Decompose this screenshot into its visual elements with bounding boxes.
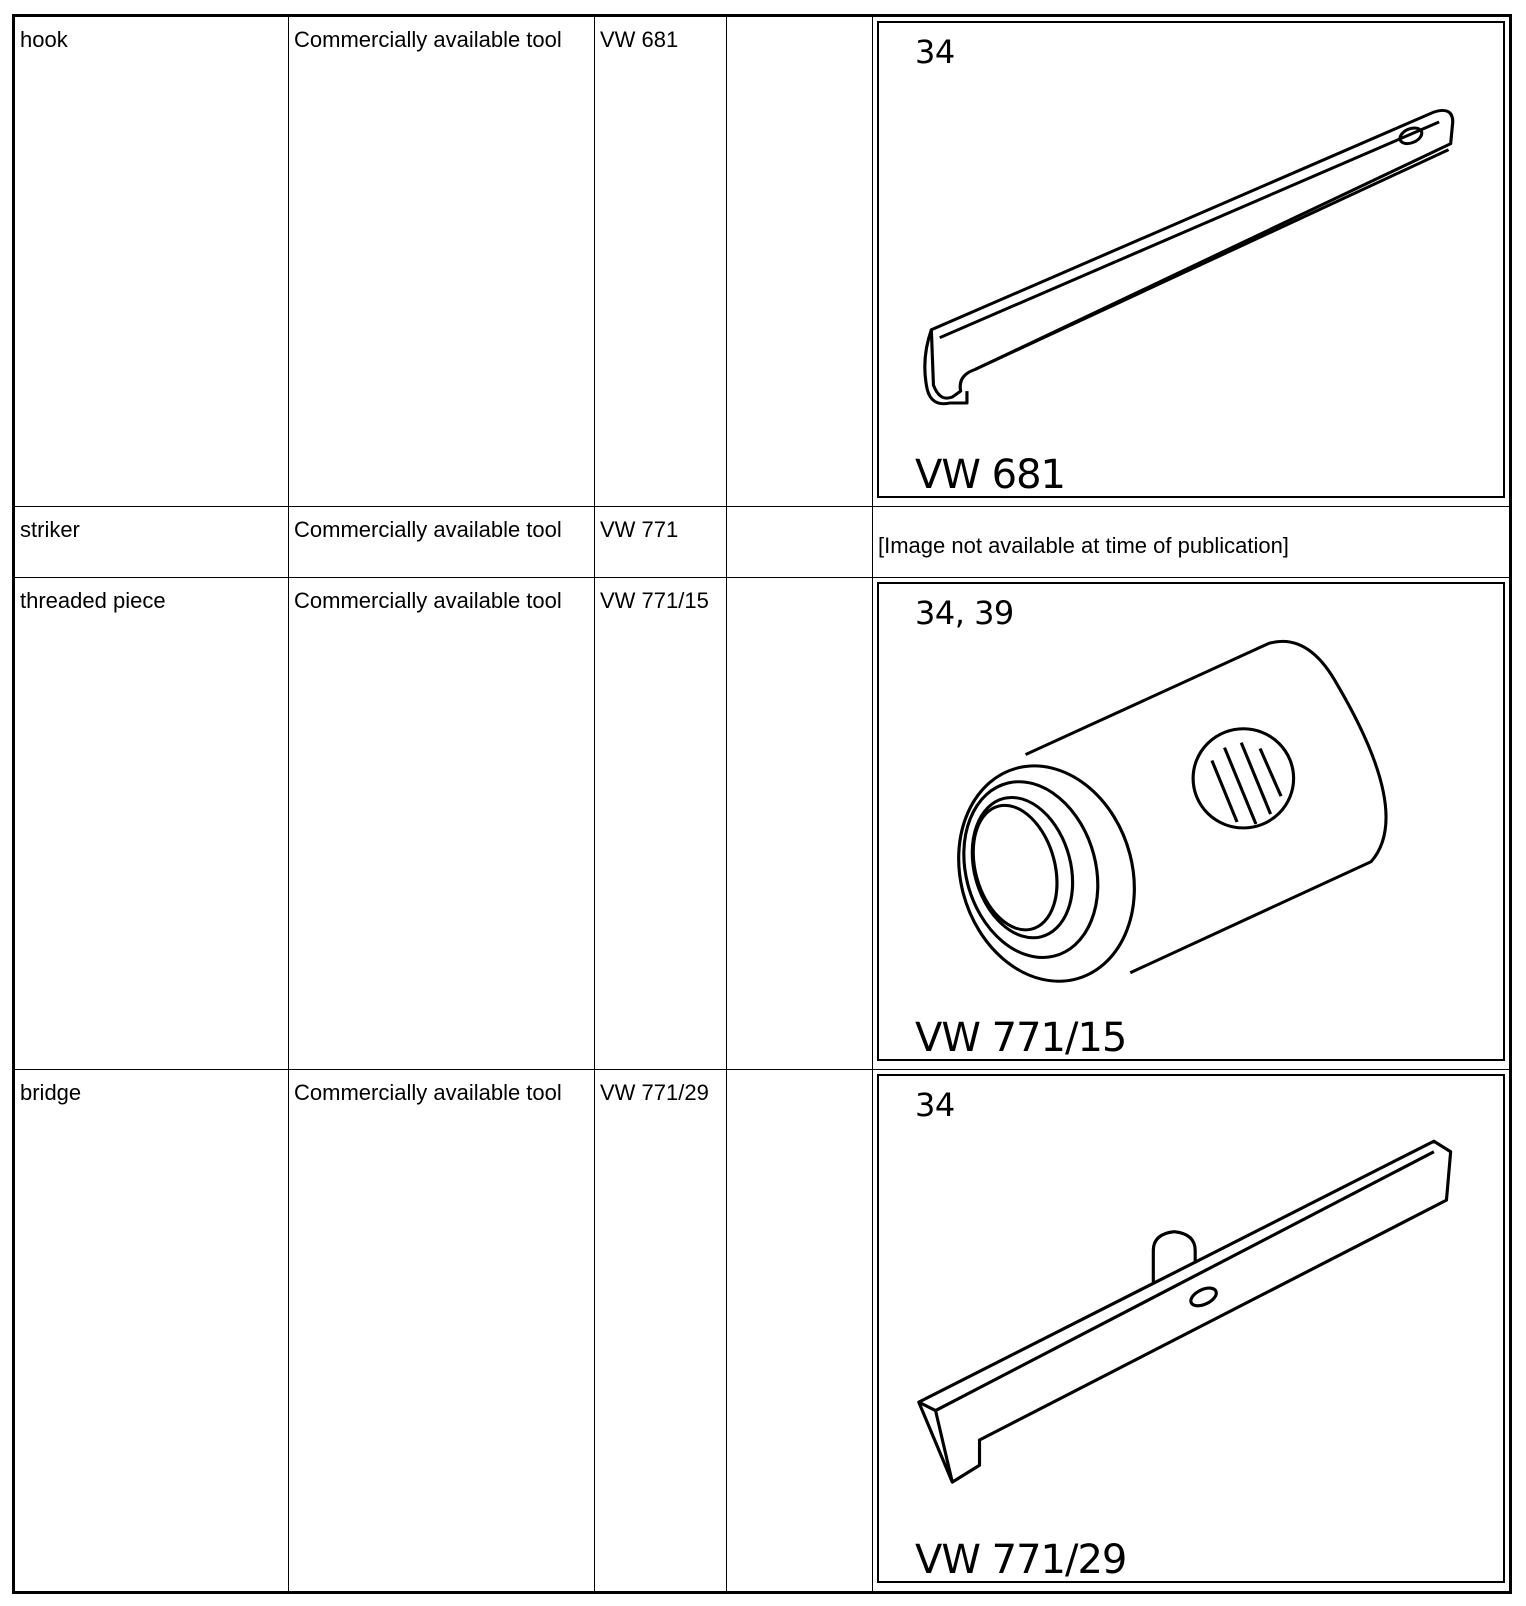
tool-extra: [727, 16, 873, 507]
table-row: [14, 16, 1511, 507]
bridge-drawing: [879, 1076, 1503, 1581]
image-bottom-label: VW 771/29: [915, 1537, 1127, 1583]
tool-source: Commercially available tool: [289, 578, 595, 1070]
image-bottom-label: VW 771/15: [915, 1015, 1127, 1061]
tool-name: bridge: [14, 1070, 289, 1593]
threaded-piece-drawing: [879, 584, 1503, 1059]
tool-name: threaded piece: [14, 578, 289, 1070]
tool-name: hook: [14, 16, 289, 507]
tool-image-cell: [873, 578, 1511, 1070]
tool-extra: [727, 1070, 873, 1593]
table-row: [14, 507, 1511, 578]
tool-number: VW 771: [595, 507, 727, 578]
tool-name: striker: [14, 507, 289, 578]
image-bottom-label: VW 681: [915, 452, 1065, 498]
hook-drawing: [879, 23, 1503, 496]
table-row: [14, 1070, 1511, 1593]
tool-source: Commercially available tool: [289, 507, 595, 578]
tool-image-cell: [873, 507, 1511, 578]
table-row: [14, 578, 1511, 1070]
tools-table: [12, 14, 1512, 1594]
image-top-label: 34, 39: [915, 594, 1014, 632]
tool-illustration-bridge: [877, 1074, 1505, 1583]
tool-image-cell: [873, 1070, 1511, 1593]
tool-extra: [727, 578, 873, 1070]
image-unavailable-note: [Image not available at time of publication]: [878, 533, 1289, 558]
tool-illustration-threaded-piece: [877, 582, 1505, 1061]
tool-number: VW 771/29: [595, 1070, 727, 1593]
image-top-label: 34: [915, 1086, 955, 1124]
tool-source: Commercially available tool: [289, 16, 595, 507]
tool-image-cell: [873, 16, 1511, 507]
tool-number: VW 681: [595, 16, 727, 507]
image-top-label: 34: [915, 33, 955, 71]
tool-source: Commercially available tool: [289, 1070, 595, 1593]
tool-illustration-hook: [877, 21, 1505, 498]
tool-number: VW 771/15: [595, 578, 727, 1070]
tool-extra: [727, 507, 873, 578]
